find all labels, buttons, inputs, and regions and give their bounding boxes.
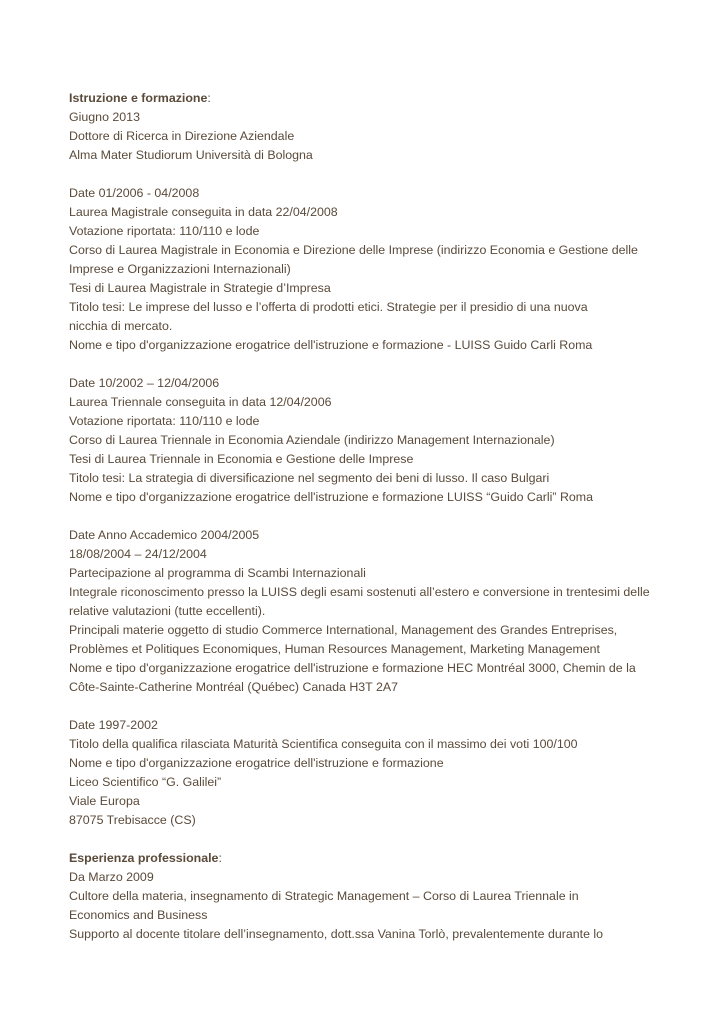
text-line: Nome e tipo d'organizzazione erogatrice dell'istruzione e formazione LUISS “Guido Carli” Roma [69, 490, 594, 504]
text-line: Tesi di Laurea Triennale in Economia e Gestione delle Imprese [69, 452, 414, 466]
spacer [69, 507, 669, 526]
text-line: Date 10/2002 – 12/04/2006 [69, 376, 220, 390]
spacer [69, 697, 669, 716]
experience-block [69, 868, 669, 944]
text-line: Liceo Scientifico “G. Galilei” [69, 775, 222, 789]
document-page [69, 89, 669, 944]
spacer [69, 830, 669, 849]
education-block-exchange [69, 526, 669, 697]
text-line: Dottore di Ricerca in Direzione Aziendale [69, 129, 295, 143]
education-block-highschool [69, 716, 669, 830]
text-line: Titolo tesi: Le imprese del lusso e l’offerta di prodotti etici. Strategie per il presidio di una nuova [69, 300, 588, 314]
text-line: Corso di Laurea Magistrale in Economia e Direzione delle Imprese (indirizzo Economia e Gestione delle [69, 243, 638, 257]
experience-heading-line [69, 849, 669, 868]
text-line: Problèmes et Politiques Economiques, Human Resources Management, Marketing Management [69, 642, 601, 656]
education-block-phd [69, 108, 669, 165]
text-line: Imprese e Organizzazioni Internazionali) [69, 262, 291, 276]
education-heading-line [69, 89, 669, 108]
education-block-master [69, 184, 669, 355]
text-line: Viale Europa [69, 794, 140, 808]
spacer [69, 165, 669, 184]
education-heading-colon: : [207, 91, 211, 105]
experience-heading: Esperienza professionale [69, 851, 219, 865]
text-line: Partecipazione al programma di Scambi Internazionali [69, 566, 366, 580]
text-line: 87075 Trebisacce (CS) [69, 813, 196, 827]
text-line: Integrale riconoscimento presso la LUISS degli esami sostenuti all’estero e conversione in trentesimi delle [69, 585, 650, 599]
education-heading: Istruzione e formazione [69, 91, 208, 105]
text-line: Laurea Magistrale conseguita in data 22/04/2008 [69, 205, 338, 219]
text-line: Principali materie oggetto di studio Commerce International, Management des Grandes Entreprises, [69, 623, 618, 637]
text-line: Nome e tipo d'organizzazione erogatrice dell'istruzione e formazione HEC Montréal 3000, Chemin de la [69, 661, 636, 675]
text-line: Titolo della qualifica rilasciata Maturità Scientifica conseguita con il massimo dei voti 100/100 [69, 737, 578, 751]
text-line: relative valutazioni (tutte eccellenti). [69, 604, 266, 618]
text-line: Côte-Sainte-Catherine Montréal (Québec) Canada H3T 2A7 [69, 680, 398, 694]
text-line: Nome e tipo d'organizzazione erogatrice dell'istruzione e formazione - LUISS Guido Carli Roma [69, 338, 593, 352]
text-line: nicchia di mercato. [69, 319, 173, 333]
text-line: Votazione riportata: 110/110 e lode [69, 224, 260, 238]
text-line: Giugno 2013 [69, 110, 140, 124]
text-line: Alma Mater Studiorum Università di Bologna [69, 148, 313, 162]
text-line: Corso di Laurea Triennale in Economia Aziendale (indirizzo Management Internazionale) [69, 433, 555, 447]
text-line: Date 1997-2002 [69, 718, 158, 732]
text-line: Votazione riportata: 110/110 e lode [69, 414, 260, 428]
text-line: Date 01/2006 - 04/2008 [69, 186, 200, 200]
text-line: Titolo tesi: La strategia di diversificazione nel segmento dei beni di lusso. Il caso Bulgari [69, 471, 550, 485]
education-block-bachelor [69, 374, 669, 507]
text-line: 18/08/2004 – 24/12/2004 [69, 547, 207, 561]
text-line: Cultore della materia, insegnamento di Strategic Management – Corso di Laurea Triennale in [69, 889, 579, 903]
text-line: Economics and Business [69, 908, 208, 922]
text-line: Laurea Triennale conseguita in data 12/04/2006 [69, 395, 332, 409]
text-line: Da Marzo 2009 [69, 870, 154, 884]
experience-heading-colon: : [218, 851, 222, 865]
text-line: Supporto al docente titolare dell’insegnamento, dott.ssa Vanina Torlò, prevalentemente durante lo [69, 927, 604, 941]
text-line: Nome e tipo d'organizzazione erogatrice dell'istruzione e formazione [69, 756, 444, 770]
text-line: Date Anno Accademico 2004/2005 [69, 528, 260, 542]
spacer [69, 355, 669, 374]
text-line: Tesi di Laurea Magistrale in Strategie d’Impresa [69, 281, 331, 295]
